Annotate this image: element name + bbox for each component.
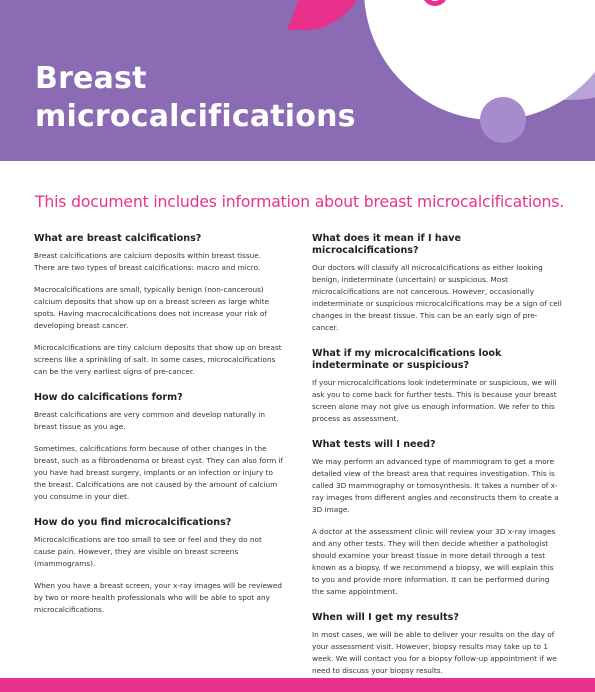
decorative-white-circle [364, 0, 595, 120]
section-heading: What are breast calcifications? [34, 233, 202, 244]
section-how-find [34, 517, 284, 616]
paragraph: We may perform an advanced type of mammogram to get a more detailed view of the breast area that requires investigation. This is called 3D mammography or tomosynthesis. It takes a number of x-ray images from different angles and reconstructs them to create a 3D image. [312, 457, 559, 514]
footer-bar [0, 678, 595, 692]
section-what-are-calcifications [34, 233, 284, 378]
decorative-pink-shape [287, 0, 372, 30]
paragraph: Breast calcifications are very common and develop naturally in breast tissue as you age. [34, 410, 265, 431]
section-heading: What does it mean if I have microcalcifications? [312, 233, 461, 256]
section-heading: When will I get my results? [312, 612, 459, 623]
paragraph: In most cases, we will be able to deliver your results on the day of your assessment visit. However, biopsy results may take up to 1 week. We will contact you for a biopsy follow-up appointment if we need to discuss your biopsy results. [312, 630, 557, 675]
paragraph: When you have a breast screen, your x-ray images will be reviewed by two or more health professionals who will be able to spot any microcalcifications. [34, 581, 283, 614]
right-column [312, 233, 562, 691]
header-banner [0, 0, 595, 161]
left-column [34, 233, 284, 630]
paragraph: Sometimes, calcifications form because of other changes in the breast, such as a fibroadenoma or breast cyst. They can also form if you have had breast surgery, implants or an infection or injury to the breast. Calcifications are not caused by the amount of calcium you consume in your diet. [34, 444, 284, 501]
section-heading: How do calcifications form? [34, 392, 183, 403]
paragraph: Microcalcifications are too small to see or feel and they do not cause pain. However, they are visible on breast screens (mammograms). [34, 535, 262, 568]
paragraph: Microcalcifications are tiny calcium deposits that show up on breast screens like a sprinkling of salt. In some cases, microcalcifications can be the very earliest signs of pre-cancer. [34, 343, 282, 376]
section-heading: How do you find microcalcifications? [34, 517, 232, 528]
paragraph: Macrocalcifications are small, typically benign (non-cancerous) calcium deposits that show up on a breast screen as large white spots. Having macrocalcifications does not increase your risk of developing breast cancer. [34, 285, 270, 330]
decorative-small-circle [480, 97, 526, 143]
section-how-form [34, 392, 284, 503]
section-heading: What if my microcalcifications look indeterminate or suspicious? [312, 348, 502, 371]
section-tests [312, 439, 562, 598]
paragraph: Our doctors will classify all microcalcifications as either looking benign, indeterminate (uncertain) or suspicious. Most microcalcifications are not cancerous. However, occasionally indeterminate or suspicious microcalcifications may be a sign of cell changes in the breast tissue. This can be an early sign of pre-cancer. [312, 263, 562, 332]
paragraph: If your microcalcifications look indeterminate or suspicious, we will ask you to come back for further tests. This is because your breast screen alone may not give us enough information. We refer to this process as assessment. [312, 378, 557, 423]
paragraph: Breast calcifications are calcium deposits within breast tissue. There are two types of breast calcifications: macro and micro. [34, 251, 262, 272]
page-title [35, 60, 356, 136]
section-indeterminate [312, 348, 562, 425]
paragraph: A doctor at the assessment clinic will review your 3D x-ray images and any other tests. They will then decide whether a pathologist should examine your breast tissue in more detail through a test known as a biopsy. If we recommend a biopsy, we will explain this to you and provide more information. It can be performed during the same appointment. [312, 527, 556, 596]
lead-statement: This document includes information about breast microcalcifications. [35, 193, 565, 211]
section-heading: What tests will I need? [312, 439, 436, 450]
title-line-2: microcalcifications [35, 99, 356, 134]
section-what-does-it-mean [312, 233, 562, 334]
title-line-1: Breast [35, 61, 147, 96]
section-results [312, 612, 562, 677]
